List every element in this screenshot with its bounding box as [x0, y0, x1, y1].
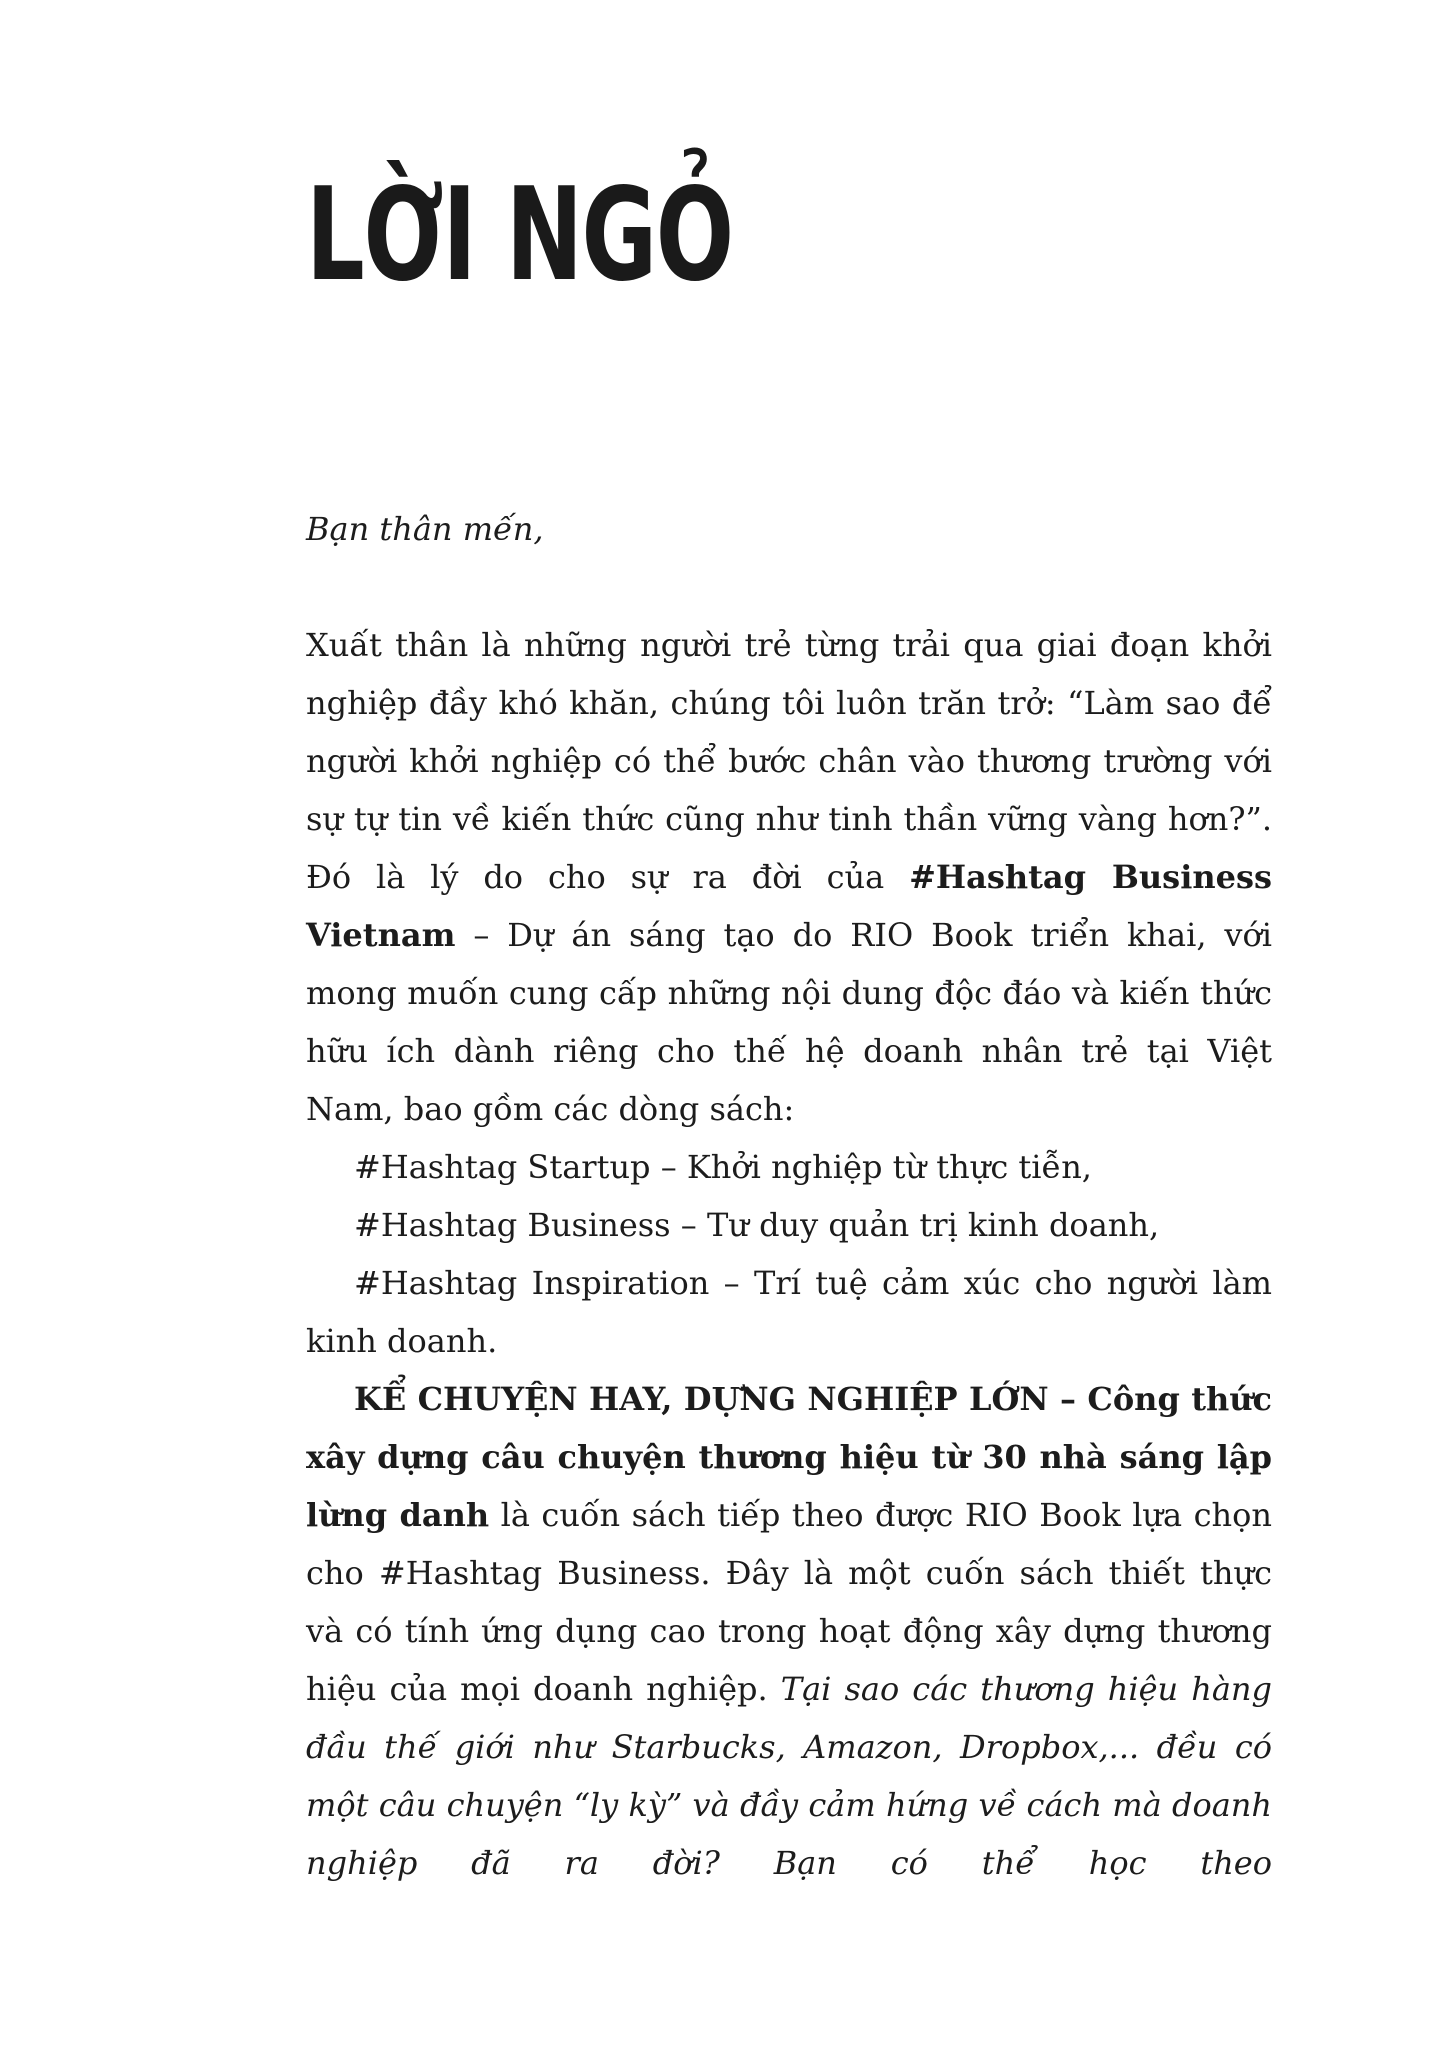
book-title-bold: KỂ CHUYỆN HAY, DỰNG NGHIỆP LỚN – Công thức xây dựng câu chuyện thương hiệu từ 30 nhà sáng lập lừng danh: [306, 1380, 1272, 1534]
project-name: #Hashtag Business Vietnam: [306, 858, 1273, 954]
series-item-inspiration: #Hashtag Inspiration – Trí tuệ cảm xúc cho người làm kinh doanh.: [306, 1264, 1272, 1360]
book-paragraph: [306, 1370, 1272, 1892]
series-item-startup: #Hashtag Startup – Khởi nghiệp từ thực tiễn,: [354, 1148, 1092, 1186]
book-question-italic: Tại sao các thương hiệu hàng đầu thế giới như Starbucks, Amazon, Dropbox,... đều có một câu chuyện “ly kỳ” và đầy cảm hứng về cách mà doanh nghiệp đã ra đời? Bạn có thể học theo: [306, 1670, 1272, 1882]
intro-text-part2: – Dự án sáng tạo do RIO Book triển khai, với mong muốn cung cấp những nội dung độc đáo và kiến thức hữu ích dành riêng cho thế hệ doanh nhân trẻ tại Việt Nam, bao gồm các dòng sách:: [306, 916, 1272, 1128]
intro-paragraph: [306, 616, 1272, 1138]
page-title: LỜI NGỎ: [306, 161, 733, 310]
book-description: là cuốn sách tiếp theo được RIO Book lựa chọn cho #Hashtag Business. Đây là một cuốn sách thiết thực và có tính ứng dụng cao trong hoạt động xây dựng thương hiệu của mọi doanh nghiệp.: [306, 1496, 1273, 1708]
greeting: Bạn thân mến,: [306, 510, 544, 548]
body-text: [306, 616, 1272, 1892]
series-item-business: #Hashtag Business – Tư duy quản trị kinh doanh,: [354, 1206, 1160, 1244]
intro-text-part1: Xuất thân là những người trẻ từng trải qua giai đoạn khởi nghiệp đầy khó khăn, chúng tôi luôn trăn trở: “Làm sao để người khởi nghiệp có thể bước chân vào thương trường với sự tự tin về kiến thức cũng như tinh thần vững vàng hơn?”. Đó là lý do cho sự ra đời của: [306, 626, 1272, 896]
